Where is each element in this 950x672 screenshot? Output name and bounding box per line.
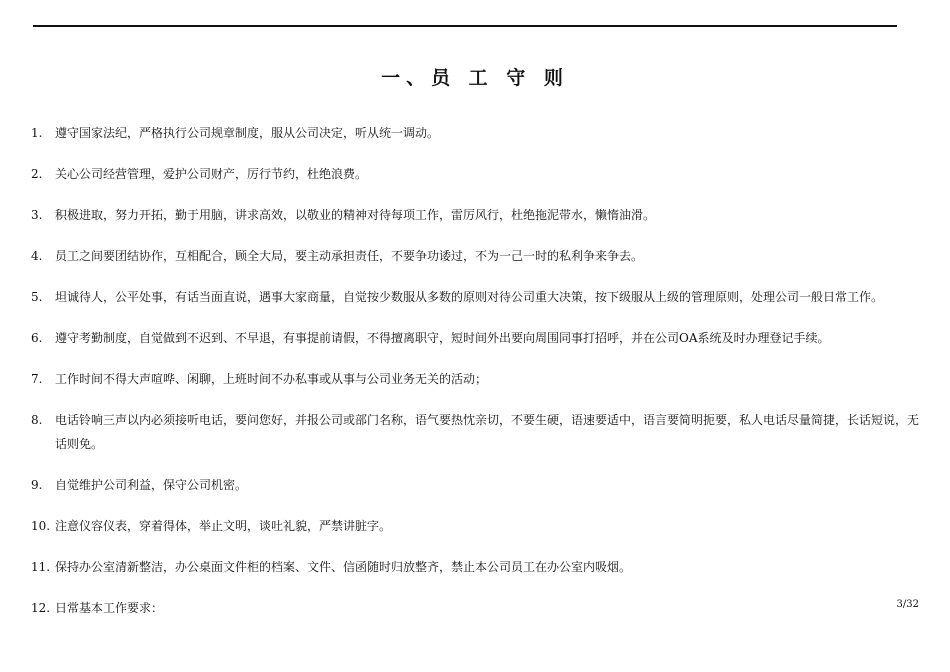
item-number: 1. — [31, 126, 43, 140]
item-text: 注意仪容仪表，穿着得体，举止文明，谈吐礼貌，严禁讲脏字。 — [55, 519, 392, 533]
list-item — [31, 285, 921, 309]
item-number: 6. — [31, 331, 43, 345]
list-item — [31, 203, 921, 227]
list-item — [31, 121, 921, 145]
item-text: 员工之间要团结协作，互相配合，顾全大局，要主动承担责任，不要争功诿过，不为一己一时的私利争来争去。 — [55, 249, 644, 263]
list-item — [31, 596, 921, 620]
item-number: 5. — [31, 290, 43, 304]
list-item — [31, 244, 921, 268]
page-number: 3/32 — [896, 599, 919, 610]
item-text: 关心公司经营管理，爱护公司财产，厉行节约，杜绝浪费。 — [55, 167, 368, 181]
item-text: 自觉维护公司利益，保守公司机密。 — [55, 478, 248, 492]
item-number: 4. — [31, 249, 43, 263]
item-text: 电话铃响三声以内必须接听电话，要问您好，并报公司或部门名称，语气要热忱亲切，不要生硬，语速要适中，语言要简明扼要，私人电话尽量简捷，长话短说，无话则免。 — [55, 413, 920, 451]
item-text: 保持办公室清新整洁，办公桌面文件柜的档案、文件、信函随时归放整齐，禁止本公司员工在办公室内吸烟。 — [55, 560, 632, 574]
item-number: 2. — [31, 167, 43, 181]
list-item — [31, 555, 921, 579]
list-item — [31, 514, 921, 538]
item-text: 积极进取，努力开拓，勤于用脑，讲求高效，以敬业的精神对待每项工作，雷厉风行，杜绝拖泥带水，懒惰油滑。 — [55, 208, 656, 222]
list-item — [31, 162, 921, 186]
item-text: 坦诚待人，公平处事，有话当面直说，遇事大家商量，自觉按少数服从多数的原则对待公司重大决策，按下级服从上级的管理原则，处理公司一般日常工作。 — [55, 290, 884, 304]
item-number: 10. — [31, 519, 51, 533]
list-item — [31, 367, 921, 391]
list-item — [31, 326, 921, 350]
rules-list — [31, 121, 921, 637]
item-text: 工作时间不得大声喧哗、闲聊，上班时间不办私事或从事与公司业务无关的活动； — [55, 372, 488, 386]
item-text: 遵守考勤制度，自觉做到不迟到、不早退，有事提前请假，不得擅离职守，短时间外出要向周围同事打招呼，并在公司OA系统及时办理登记手续。 — [55, 331, 830, 345]
item-text: 遵守国家法纪，严格执行公司规章制度，服从公司决定，听从统一调动。 — [55, 126, 440, 140]
item-number: 8. — [31, 413, 43, 427]
page-title: 一、员 工 守 则 — [381, 67, 569, 89]
item-number: 9. — [31, 478, 43, 492]
header-divider — [33, 25, 897, 27]
item-number: 12. — [31, 601, 51, 615]
list-item — [31, 408, 921, 456]
list-item — [31, 473, 921, 497]
item-text: 日常基本工作要求： — [55, 601, 164, 615]
item-number: 11. — [31, 560, 51, 574]
item-number: 7. — [31, 372, 43, 386]
item-number: 3. — [31, 208, 43, 222]
